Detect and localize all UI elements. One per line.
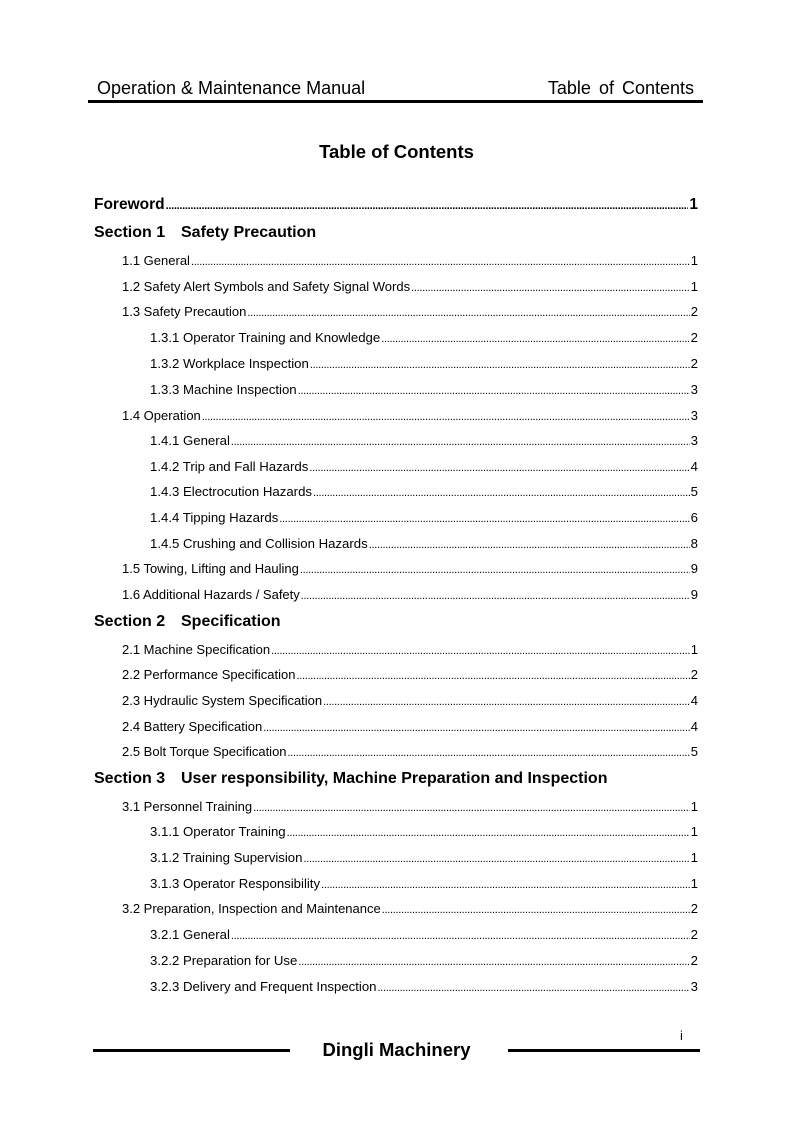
toc-entry-label: 3.2.3 Delivery and Frequent Inspection	[150, 979, 377, 994]
toc-dot-leader	[253, 802, 690, 814]
toc-page-number: 3	[690, 433, 698, 448]
toc-dot-leader	[298, 956, 689, 968]
toc-page-number: 1	[690, 824, 698, 839]
toc-dot-leader	[382, 904, 690, 916]
toc-dot-leader	[231, 930, 690, 942]
page-title: Table of Contents	[319, 141, 474, 162]
toc-entry-label: 1.5 Towing, Lifting and Hauling	[122, 561, 299, 576]
toc-entry[interactable]	[122, 408, 698, 423]
toc-page-number: 9	[690, 587, 698, 602]
toc-entry-label: 2.1 Machine Specification	[122, 642, 271, 657]
toc-section-title: Safety Precaution	[181, 224, 317, 241]
toc-dot-leader	[369, 539, 690, 551]
toc-page-number: 2	[690, 901, 698, 916]
toc-dot-leader	[309, 462, 689, 474]
toc-dot-leader	[279, 513, 689, 525]
toc-page-number: 5	[690, 484, 698, 499]
toc-subentry[interactable]	[150, 330, 698, 345]
toc-subentry[interactable]	[150, 459, 698, 474]
toc-entry-label: 1.3.2 Workplace Inspection	[150, 356, 309, 371]
toc-entry[interactable]	[122, 693, 698, 708]
footer-company-name: Dingli Machinery	[322, 1039, 471, 1060]
page-header	[88, 76, 703, 103]
toc-entry-label: 1.6 Additional Hazards / Safety	[122, 587, 300, 602]
toc-page-number: 2	[690, 356, 698, 371]
toc-entry-label: Foreword	[94, 196, 165, 213]
toc-entry-label: 3.1.2 Training Supervision	[150, 850, 303, 865]
toc-entry-label: 1.4.1 General	[150, 433, 230, 448]
toc-dot-leader	[298, 385, 690, 397]
toc-entry[interactable]	[122, 642, 698, 657]
toc-entry-label: 2.3 Hydraulic System Specification	[122, 693, 323, 708]
toc-page-number: 1	[690, 799, 698, 814]
toc-dot-leader	[287, 827, 690, 839]
toc-page-number: 1	[690, 642, 698, 657]
toc-page-number: 5	[690, 744, 698, 759]
toc-entry-label: 1.4.2 Trip and Fall Hazards	[150, 459, 309, 474]
toc-subentry[interactable]	[150, 927, 698, 942]
toc-dot-leader	[191, 256, 690, 268]
toc-entry-label: 2.2 Performance Specification	[122, 667, 296, 682]
toc-entry-label: 1.4 Operation	[122, 408, 201, 423]
toc-page-number: 2	[690, 304, 698, 319]
toc-entry-label: 1.3.1 Operator Training and Knowledge	[150, 330, 381, 345]
page-footer	[0, 1026, 793, 1086]
toc-dot-leader	[166, 200, 689, 212]
toc-dot-leader	[301, 590, 690, 602]
toc-entry-label: 1.4.3 Electrocution Hazards	[150, 484, 312, 499]
toc-page-number: 8	[690, 536, 698, 551]
header-manual-title: Operation & Maintenance Manual	[97, 78, 366, 98]
header-section-title: Table of Contents	[547, 78, 694, 98]
toc-page-number: 6	[690, 510, 698, 525]
toc-dot-leader	[378, 982, 690, 994]
toc-page-number: 4	[690, 719, 698, 734]
toc-subentry[interactable]	[150, 953, 698, 968]
toc-page-number: 1	[690, 279, 698, 294]
toc-subentry[interactable]	[150, 510, 698, 525]
toc-page-number: 1	[690, 876, 698, 891]
toc-entry-label: 2.5 Bolt Torque Specification	[122, 744, 287, 759]
footer-rule-right	[508, 1049, 700, 1052]
toc-section-number: Section 2	[94, 613, 166, 630]
toc-page-number: 1	[689, 196, 698, 213]
toc-entry-label: 1.4.5 Crushing and Collision Hazards	[150, 536, 368, 551]
toc-dot-leader	[263, 722, 690, 734]
toc-dot-leader	[381, 333, 689, 345]
toc-dot-leader	[231, 436, 690, 448]
toc-entry-foreword[interactable]	[94, 196, 698, 214]
toc-entry-label: 1.3.3 Machine Inspection	[150, 382, 297, 397]
toc-dot-leader	[288, 747, 690, 759]
toc-dot-leader	[323, 696, 690, 708]
toc-entry[interactable]	[122, 719, 698, 734]
toc-page-number: 1	[690, 850, 698, 865]
toc-section-number: Section 1	[94, 224, 166, 241]
toc-dot-leader	[300, 564, 690, 576]
toc-entry[interactable]	[122, 667, 698, 682]
page-number: i	[680, 1028, 683, 1043]
toc-dot-leader	[321, 879, 690, 891]
toc-dot-leader	[303, 853, 689, 865]
toc-entry-label: 3.1.3 Operator Responsibility	[150, 876, 321, 891]
toc-page-number: 2	[690, 927, 698, 942]
toc-page-number: 3	[690, 382, 698, 397]
toc-entry[interactable]	[122, 253, 698, 268]
toc-dot-leader	[271, 645, 690, 657]
toc-section-number: Section 3	[94, 770, 166, 787]
toc-page-number: 3	[690, 979, 698, 994]
toc-entry[interactable]	[122, 304, 698, 319]
toc-page-number: 4	[690, 459, 698, 474]
toc-subentry[interactable]	[150, 382, 698, 397]
toc-section-heading[interactable]	[94, 770, 698, 788]
toc-entry-label: 1.2 Safety Alert Symbols and Safety Signal Words	[122, 279, 411, 294]
toc-dot-leader	[202, 411, 690, 423]
toc-page-number: 9	[690, 561, 698, 576]
toc-dot-leader	[296, 670, 689, 682]
toc-page-number: 1	[690, 253, 698, 268]
toc-entry[interactable]	[122, 901, 698, 916]
toc-entry-label: 1.3 Safety Precaution	[122, 304, 247, 319]
toc-page-number: 3	[690, 408, 698, 423]
toc-section-title: Specification	[181, 613, 281, 630]
toc-dot-leader	[313, 487, 690, 499]
toc-entry-label: 1.1 General	[122, 253, 190, 268]
toc-entry-label: 3.2 Preparation, Inspection and Maintenance	[122, 901, 381, 916]
toc-subentry[interactable]	[150, 536, 698, 551]
toc-subentry[interactable]	[150, 356, 698, 371]
toc-subentry[interactable]	[150, 850, 698, 865]
toc-subentry[interactable]	[150, 979, 698, 994]
toc-entry-label: 3.1.1 Operator Training	[150, 824, 286, 839]
toc-page-number: 4	[690, 693, 698, 708]
toc-entry[interactable]	[122, 587, 698, 602]
toc-subentry[interactable]	[150, 824, 698, 839]
toc-entry-label: 2.4 Battery Specification	[122, 719, 263, 734]
toc-subentry[interactable]	[150, 484, 698, 499]
toc-entry[interactable]	[122, 561, 698, 576]
toc-dot-leader	[310, 359, 690, 371]
toc-page-number: 2	[690, 667, 698, 682]
toc-section-heading[interactable]	[94, 613, 698, 631]
toc-page-number: 2	[690, 953, 698, 968]
toc-section-title: User responsibility, Machine Preparation and Inspection	[181, 770, 608, 787]
toc-page-number: 2	[690, 330, 698, 345]
toc-subentry[interactable]	[150, 876, 698, 891]
toc-entry-label: 1.4.4 Tipping Hazards	[150, 510, 279, 525]
toc-subentry[interactable]	[150, 433, 698, 448]
toc-entry-label: 3.2.1 General	[150, 927, 230, 942]
toc-entry-label: 3.2.2 Preparation for Use	[150, 953, 298, 968]
toc-entry[interactable]	[122, 279, 698, 294]
toc-entry-label: 3.1 Personnel Training	[122, 799, 253, 814]
toc-dot-leader	[411, 282, 690, 294]
toc-section-heading[interactable]	[94, 224, 698, 242]
toc-entry[interactable]	[122, 799, 698, 814]
toc-dot-leader	[247, 307, 689, 319]
toc-entry[interactable]	[122, 744, 698, 759]
